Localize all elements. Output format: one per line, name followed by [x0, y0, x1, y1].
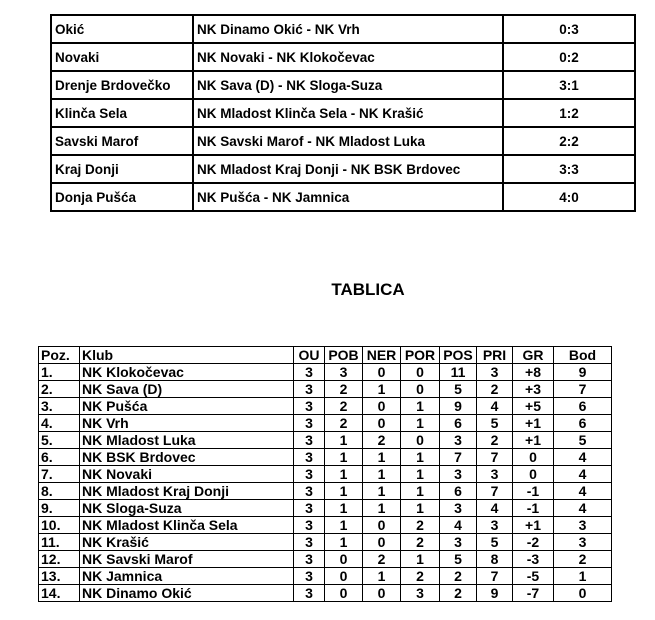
- standings-stat: 3: [325, 364, 363, 381]
- standings-position: 12.: [39, 551, 80, 568]
- standings-row: [39, 415, 612, 432]
- standings-stat: 5: [477, 415, 513, 432]
- match-row: [51, 183, 635, 211]
- standings-row: [39, 551, 612, 568]
- standings-club: NK Sava (D): [80, 381, 294, 398]
- standings-stat: 6: [554, 415, 612, 432]
- standings-stat: 0: [363, 415, 401, 432]
- standings-stat: 3: [294, 364, 325, 381]
- standings-stat: 3: [294, 568, 325, 585]
- match-result: 4:0: [503, 183, 635, 211]
- match-place: Okić: [51, 15, 193, 43]
- standings-club: NK BSK Brdovec: [80, 449, 294, 466]
- match-results-table: [50, 14, 636, 212]
- standings-stat: 1: [363, 449, 401, 466]
- standings-stat: -1: [513, 483, 554, 500]
- match-result: 0:3: [503, 15, 635, 43]
- standings-stat: 4: [477, 398, 513, 415]
- standings-stat: 7: [440, 449, 477, 466]
- standings-stat: 4: [554, 466, 612, 483]
- match-result: 2:2: [503, 127, 635, 155]
- standings-stat: 1: [363, 568, 401, 585]
- standings-stat: 1: [325, 517, 363, 534]
- match-result: 0:2: [503, 43, 635, 71]
- standings-row: [39, 568, 612, 585]
- standings-position: 1.: [39, 364, 80, 381]
- standings-title: TABLICA: [331, 280, 405, 299]
- standings-stat: 1: [325, 449, 363, 466]
- standings-stat: 0: [513, 449, 554, 466]
- standings-stat: 3: [294, 483, 325, 500]
- standings-stat: 3: [294, 551, 325, 568]
- standings-stat: 2: [325, 398, 363, 415]
- standings-club: NK Savski Marof: [80, 551, 294, 568]
- standings-stat: 2: [477, 432, 513, 449]
- standings-stat: 5: [477, 534, 513, 551]
- match-place: Novaki: [51, 43, 193, 71]
- match-results-body: [51, 15, 635, 211]
- standings-stat: -7: [513, 585, 554, 602]
- standings-stat: 1: [325, 483, 363, 500]
- standings-position: 8.: [39, 483, 80, 500]
- match-result: 1:2: [503, 99, 635, 127]
- standings-stat: +1: [513, 517, 554, 534]
- match-result: 3:1: [503, 71, 635, 99]
- standings-position: 4.: [39, 415, 80, 432]
- standings-stat: 1: [325, 500, 363, 517]
- standings-stat: 0: [401, 432, 440, 449]
- standings-stat: 1: [554, 568, 612, 585]
- standings-stat: 1: [401, 449, 440, 466]
- standings-stat: +5: [513, 398, 554, 415]
- standings-stat: 0: [363, 517, 401, 534]
- standings-header-cell: POR: [401, 347, 440, 364]
- standings-stat: 3: [294, 534, 325, 551]
- standings-stat: 3: [440, 500, 477, 517]
- standings-stat: 3: [294, 432, 325, 449]
- standings-stat: 0: [513, 466, 554, 483]
- standings-header-cell: Bod: [554, 347, 612, 364]
- standings-stat: 2: [440, 585, 477, 602]
- match-row: [51, 127, 635, 155]
- match-teams: NK Mladost Kraj Donji - NK BSK Brdovec: [193, 155, 503, 183]
- standings-stat: 9: [554, 364, 612, 381]
- standings-stat: 2: [401, 517, 440, 534]
- match-teams: NK Savski Marof - NK Mladost Luka: [193, 127, 503, 155]
- standings-position: 9.: [39, 500, 80, 517]
- standings-stat: 1: [401, 551, 440, 568]
- standings-stat: 0: [554, 585, 612, 602]
- standings-stat: 6: [554, 398, 612, 415]
- standings-stat: 2: [440, 568, 477, 585]
- standings-stat: 5: [440, 551, 477, 568]
- standings-club: NK Vrh: [80, 415, 294, 432]
- standings-stat: 2: [363, 432, 401, 449]
- standings-stat: 1: [401, 500, 440, 517]
- standings-stat: 1: [401, 415, 440, 432]
- standings-stat: 3: [477, 466, 513, 483]
- standings-stat: 1: [325, 534, 363, 551]
- standings-header-cell: Klub: [80, 347, 294, 364]
- standings-stat: 0: [325, 585, 363, 602]
- standings-stat: 3: [440, 534, 477, 551]
- standings-club: NK Sloga-Suza: [80, 500, 294, 517]
- standings-stat: 2: [325, 415, 363, 432]
- standings-row: [39, 585, 612, 602]
- standings-stat: -5: [513, 568, 554, 585]
- standings-stat: 11: [440, 364, 477, 381]
- standings-stat: 7: [477, 449, 513, 466]
- standings-position: 11.: [39, 534, 80, 551]
- standings-stat: 3: [294, 500, 325, 517]
- standings-stat: 3: [294, 517, 325, 534]
- standings-club: NK Klokočevac: [80, 364, 294, 381]
- standings-stat: 7: [554, 381, 612, 398]
- standings-position: 5.: [39, 432, 80, 449]
- standings-stat: 1: [363, 483, 401, 500]
- standings-stat: 3: [554, 517, 612, 534]
- match-teams: NK Dinamo Okić - NK Vrh: [193, 15, 503, 43]
- standings-stat: 3: [294, 398, 325, 415]
- match-teams: NK Sava (D) - NK Sloga-Suza: [193, 71, 503, 99]
- standings-position: 7.: [39, 466, 80, 483]
- match-place: Savski Marof: [51, 127, 193, 155]
- standings-stat: 1: [401, 466, 440, 483]
- standings-stat: 0: [325, 568, 363, 585]
- standings-stat: +8: [513, 364, 554, 381]
- standings-stat: 0: [363, 364, 401, 381]
- standings-row: [39, 432, 612, 449]
- standings-stat: 8: [477, 551, 513, 568]
- standings-stat: +1: [513, 432, 554, 449]
- standings-stat: 1: [401, 398, 440, 415]
- standings-stat: 3: [440, 432, 477, 449]
- standings-stat: 2: [477, 381, 513, 398]
- standings-stat: 1: [325, 466, 363, 483]
- standings-header-cell: OU: [294, 347, 325, 364]
- standings-stat: 6: [440, 415, 477, 432]
- standings-row: [39, 534, 612, 551]
- standings-stat: 7: [477, 568, 513, 585]
- standings-stat: 2: [363, 551, 401, 568]
- standings-row: [39, 398, 612, 415]
- standings-position: 13.: [39, 568, 80, 585]
- standings-stat: 0: [363, 398, 401, 415]
- standings-stat: -2: [513, 534, 554, 551]
- standings-stat: 1: [363, 500, 401, 517]
- standings-stat: 3: [440, 466, 477, 483]
- standings-row: [39, 449, 612, 466]
- standings-header-row: [39, 347, 612, 364]
- standings-stat: 2: [325, 381, 363, 398]
- standings-header-cell: PRI: [477, 347, 513, 364]
- standings-row: [39, 381, 612, 398]
- standings-body: [39, 364, 612, 602]
- standings-stat: 0: [325, 551, 363, 568]
- standings-row: [39, 466, 612, 483]
- standings-stat: 5: [554, 432, 612, 449]
- standings-club: NK Mladost Klinča Sela: [80, 517, 294, 534]
- standings-stat: 0: [401, 364, 440, 381]
- match-teams: NK Pušća - NK Jamnica: [193, 183, 503, 211]
- standings-position: 2.: [39, 381, 80, 398]
- match-row: [51, 15, 635, 43]
- match-result: 3:3: [503, 155, 635, 183]
- standings-row: [39, 483, 612, 500]
- match-row: [51, 155, 635, 183]
- standings-stat: 1: [325, 432, 363, 449]
- standings-stat: 3: [294, 466, 325, 483]
- standings-stat: 4: [554, 500, 612, 517]
- match-teams: NK Novaki - NK Klokočevac: [193, 43, 503, 71]
- standings-stat: 1: [363, 466, 401, 483]
- standings-stat: 2: [401, 568, 440, 585]
- standings-club: NK Jamnica: [80, 568, 294, 585]
- match-place: Klinča Sela: [51, 99, 193, 127]
- standings-stat: 0: [363, 534, 401, 551]
- standings-stat: 3: [294, 449, 325, 466]
- standings-stat: -3: [513, 551, 554, 568]
- standings-stat: 3: [401, 585, 440, 602]
- standings-stat: 1: [363, 381, 401, 398]
- standings-stat: 0: [363, 585, 401, 602]
- standings-club: NK Novaki: [80, 466, 294, 483]
- standings-position: 14.: [39, 585, 80, 602]
- match-place: Kraj Donji: [51, 155, 193, 183]
- match-place: Donja Pušća: [51, 183, 193, 211]
- standings-header-cell: GR: [513, 347, 554, 364]
- standings-header-cell: POS: [440, 347, 477, 364]
- standings-stat: -1: [513, 500, 554, 517]
- standings-stat: 3: [294, 415, 325, 432]
- standings-stat: 3: [554, 534, 612, 551]
- match-row: [51, 99, 635, 127]
- standings-header-cell: Poz.: [39, 347, 80, 364]
- standings-row: [39, 364, 612, 381]
- standings-stat: 2: [554, 551, 612, 568]
- standings-stat: 4: [554, 483, 612, 500]
- standings-stat: 3: [477, 364, 513, 381]
- standings-club: NK Krašić: [80, 534, 294, 551]
- standings-stat: 0: [401, 381, 440, 398]
- standings-header-cell: POB: [325, 347, 363, 364]
- match-place: Drenje Brdovečko: [51, 71, 193, 99]
- standings-stat: 4: [477, 500, 513, 517]
- standings-header-cell: NER: [363, 347, 401, 364]
- standings-position: 10.: [39, 517, 80, 534]
- standings-club: NK Mladost Kraj Donji: [80, 483, 294, 500]
- standings-stat: 3: [294, 381, 325, 398]
- standings-stat: +3: [513, 381, 554, 398]
- standings-club: NK Mladost Luka: [80, 432, 294, 449]
- match-row: [51, 43, 635, 71]
- standings-stat: +1: [513, 415, 554, 432]
- match-row: [51, 71, 635, 99]
- standings-stat: 3: [477, 517, 513, 534]
- standings-stat: 6: [440, 483, 477, 500]
- standings-stat: 5: [440, 381, 477, 398]
- standings-stat: 4: [440, 517, 477, 534]
- standings-table: [38, 346, 612, 602]
- standings-club: NK Dinamo Okić: [80, 585, 294, 602]
- standings-position: 6.: [39, 449, 80, 466]
- standings-row: [39, 517, 612, 534]
- standings-stat: 1: [401, 483, 440, 500]
- standings-row: [39, 500, 612, 517]
- standings-stat: 9: [440, 398, 477, 415]
- standings-stat: 4: [554, 449, 612, 466]
- standings-club: NK Pušća: [80, 398, 294, 415]
- standings-stat: 2: [401, 534, 440, 551]
- standings-position: 3.: [39, 398, 80, 415]
- standings-stat: 7: [477, 483, 513, 500]
- standings-stat: 3: [294, 585, 325, 602]
- match-teams: NK Mladost Klinča Sela - NK Krašić: [193, 99, 503, 127]
- standings-stat: 9: [477, 585, 513, 602]
